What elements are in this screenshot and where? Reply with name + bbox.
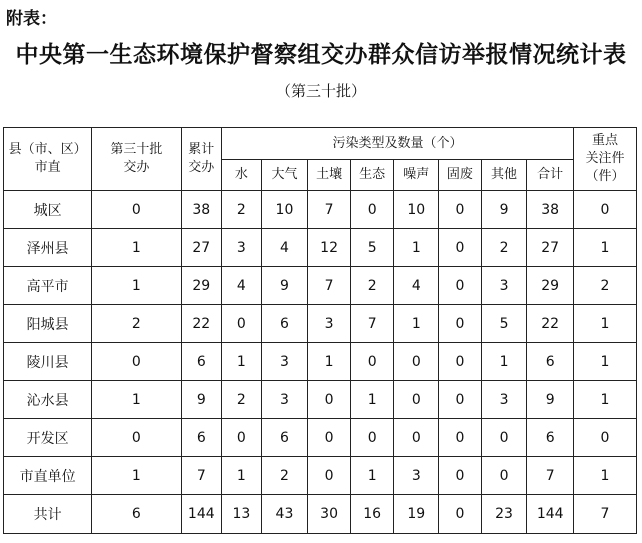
table-cell: 10 xyxy=(261,191,308,229)
table-cell: 2 xyxy=(222,191,262,229)
table-cell: 1 xyxy=(92,457,181,495)
row-label: 陵川县 xyxy=(4,343,92,381)
table-cell: 7 xyxy=(308,191,351,229)
table-cell: 29 xyxy=(181,267,222,305)
table-cell: 23 xyxy=(481,495,527,534)
table-cell: 43 xyxy=(261,495,308,534)
table-cell: 1 xyxy=(481,343,527,381)
table-cell: 5 xyxy=(350,229,394,267)
batch-subtitle: （第三十批） xyxy=(275,82,366,100)
table-cell: 1 xyxy=(92,229,181,267)
table-row xyxy=(4,457,637,495)
table-cell: 4 xyxy=(394,267,439,305)
table-cell: 16 xyxy=(350,495,394,534)
table-cell: 0 xyxy=(439,495,482,534)
table-row xyxy=(4,229,637,267)
header-batch-line1: 第三十批 xyxy=(110,142,163,157)
appendix-label: 附表： xyxy=(6,9,57,29)
table-cell: 4 xyxy=(222,267,262,305)
table-cell: 38 xyxy=(527,191,574,229)
table-cell: 5 xyxy=(481,305,527,343)
table-cell: 38 xyxy=(181,191,222,229)
header-pollution-group: 污染类型及数量（个） xyxy=(222,128,574,160)
table-cell: 7 xyxy=(308,267,351,305)
table-cell: 1 xyxy=(92,267,181,305)
table-cell: 1 xyxy=(350,381,394,419)
table-cell: 6 xyxy=(181,343,222,381)
header-pollution-type: 土壤 xyxy=(308,160,351,191)
table-cell: 22 xyxy=(181,305,222,343)
table-cell: 0 xyxy=(394,419,439,457)
row-label: 城区 xyxy=(4,191,92,229)
table-cell: 2 xyxy=(574,267,637,305)
table-cell: 0 xyxy=(439,419,482,457)
table-cell: 1 xyxy=(92,381,181,419)
table-cell: 0 xyxy=(92,419,181,457)
table-cell: 0 xyxy=(222,305,262,343)
table-row xyxy=(4,343,637,381)
header-key-line1: 重点 xyxy=(592,133,619,148)
row-label: 阳城县 xyxy=(4,305,92,343)
table-cell: 0 xyxy=(350,191,394,229)
header-key-line3: （件） xyxy=(585,169,625,184)
table-cell: 1 xyxy=(394,229,439,267)
header-region xyxy=(4,128,92,191)
table-cell: 6 xyxy=(261,305,308,343)
table-row xyxy=(4,381,637,419)
table-cell: 0 xyxy=(439,229,482,267)
header-cumulative xyxy=(181,128,222,191)
table-cell: 1 xyxy=(394,305,439,343)
table-cell: 0 xyxy=(574,419,637,457)
table-cell: 0 xyxy=(308,419,351,457)
header-pollution-type: 大气 xyxy=(261,160,308,191)
table-cell: 3 xyxy=(261,343,308,381)
table-cell: 1 xyxy=(574,305,637,343)
table-cell: 7 xyxy=(574,495,637,534)
table-cell: 0 xyxy=(92,343,181,381)
table-cell: 27 xyxy=(181,229,222,267)
table-cell: 144 xyxy=(527,495,574,534)
table-cell: 0 xyxy=(439,343,482,381)
table-cell: 9 xyxy=(261,267,308,305)
table-cell: 2 xyxy=(481,229,527,267)
table-cell: 144 xyxy=(181,495,222,534)
table-cell: 0 xyxy=(481,457,527,495)
table-cell: 9 xyxy=(181,381,222,419)
header-cumulative-line2: 交办 xyxy=(188,160,215,175)
table-cell: 2 xyxy=(92,305,181,343)
table-cell: 10 xyxy=(394,191,439,229)
table-cell: 0 xyxy=(350,343,394,381)
table-row xyxy=(4,419,637,457)
table-cell: 3 xyxy=(222,229,262,267)
header-pollution-type: 噪声 xyxy=(394,160,439,191)
table-cell: 1 xyxy=(350,457,394,495)
header-pollution-type: 固废 xyxy=(439,160,482,191)
table-cell: 29 xyxy=(527,267,574,305)
header-region-line1: 县（市、区） xyxy=(8,142,87,157)
table-cell: 22 xyxy=(527,305,574,343)
table-cell: 0 xyxy=(439,191,482,229)
header-batch xyxy=(92,128,181,191)
table-cell: 0 xyxy=(308,457,351,495)
table-cell: 1 xyxy=(222,457,262,495)
table-cell: 9 xyxy=(527,381,574,419)
table-body xyxy=(4,191,637,534)
table-cell: 0 xyxy=(222,419,262,457)
table-cell: 7 xyxy=(350,305,394,343)
table-cell: 0 xyxy=(481,419,527,457)
row-label: 共计 xyxy=(4,495,92,534)
table-cell: 1 xyxy=(308,343,351,381)
table-cell: 2 xyxy=(350,267,394,305)
table-cell: 3 xyxy=(261,381,308,419)
table-cell: 0 xyxy=(92,191,181,229)
table-cell: 6 xyxy=(527,419,574,457)
table-cell: 6 xyxy=(261,419,308,457)
table-cell: 1 xyxy=(574,457,637,495)
table-cell: 1 xyxy=(574,381,637,419)
table-cell: 0 xyxy=(439,457,482,495)
table-cell: 3 xyxy=(394,457,439,495)
row-label: 沁水县 xyxy=(4,381,92,419)
table-cell: 0 xyxy=(439,381,482,419)
table-cell: 6 xyxy=(92,495,181,534)
row-label: 市直单位 xyxy=(4,457,92,495)
table-cell: 6 xyxy=(181,419,222,457)
header-key-line2: 关注件 xyxy=(585,151,625,166)
table-cell: 2 xyxy=(222,381,262,419)
table-row xyxy=(4,267,637,305)
row-label: 开发区 xyxy=(4,419,92,457)
table-cell: 1 xyxy=(574,343,637,381)
table-row xyxy=(4,495,637,534)
statistics-table xyxy=(3,127,637,534)
table-cell: 0 xyxy=(439,305,482,343)
row-label: 泽州县 xyxy=(4,229,92,267)
table-row xyxy=(4,191,637,229)
table-cell: 0 xyxy=(308,381,351,419)
table-cell: 4 xyxy=(261,229,308,267)
table-cell: 0 xyxy=(394,381,439,419)
table-cell: 13 xyxy=(222,495,262,534)
table-cell: 9 xyxy=(481,191,527,229)
header-cumulative-line1: 累计 xyxy=(188,142,215,157)
header-pollution-type: 其他 xyxy=(481,160,527,191)
table-cell: 3 xyxy=(481,267,527,305)
table-cell: 7 xyxy=(527,457,574,495)
header-key-cases xyxy=(574,128,637,191)
table-cell: 7 xyxy=(181,457,222,495)
header-batch-line2: 交办 xyxy=(123,160,150,175)
header-row-1 xyxy=(4,128,637,160)
table-cell: 27 xyxy=(527,229,574,267)
document-title: 中央第一生态环境保护督察组交办群众信访举报情况统计表 xyxy=(15,41,627,68)
table-cell: 12 xyxy=(308,229,351,267)
table-cell: 0 xyxy=(394,343,439,381)
table-cell: 30 xyxy=(308,495,351,534)
row-label: 高平市 xyxy=(4,267,92,305)
table-cell: 2 xyxy=(261,457,308,495)
table-cell: 0 xyxy=(574,191,637,229)
header-pollution-type: 合计 xyxy=(527,160,574,191)
table-cell: 0 xyxy=(439,267,482,305)
header-pollution-type: 水 xyxy=(222,160,262,191)
table-cell: 19 xyxy=(394,495,439,534)
table-cell: 1 xyxy=(222,343,262,381)
header-region-line2: 市直 xyxy=(34,160,61,175)
table-cell: 0 xyxy=(350,419,394,457)
table-cell: 6 xyxy=(527,343,574,381)
table-cell: 3 xyxy=(308,305,351,343)
table-cell: 1 xyxy=(574,229,637,267)
header-pollution-type: 生态 xyxy=(350,160,394,191)
table-row xyxy=(4,305,637,343)
table-cell: 3 xyxy=(481,381,527,419)
